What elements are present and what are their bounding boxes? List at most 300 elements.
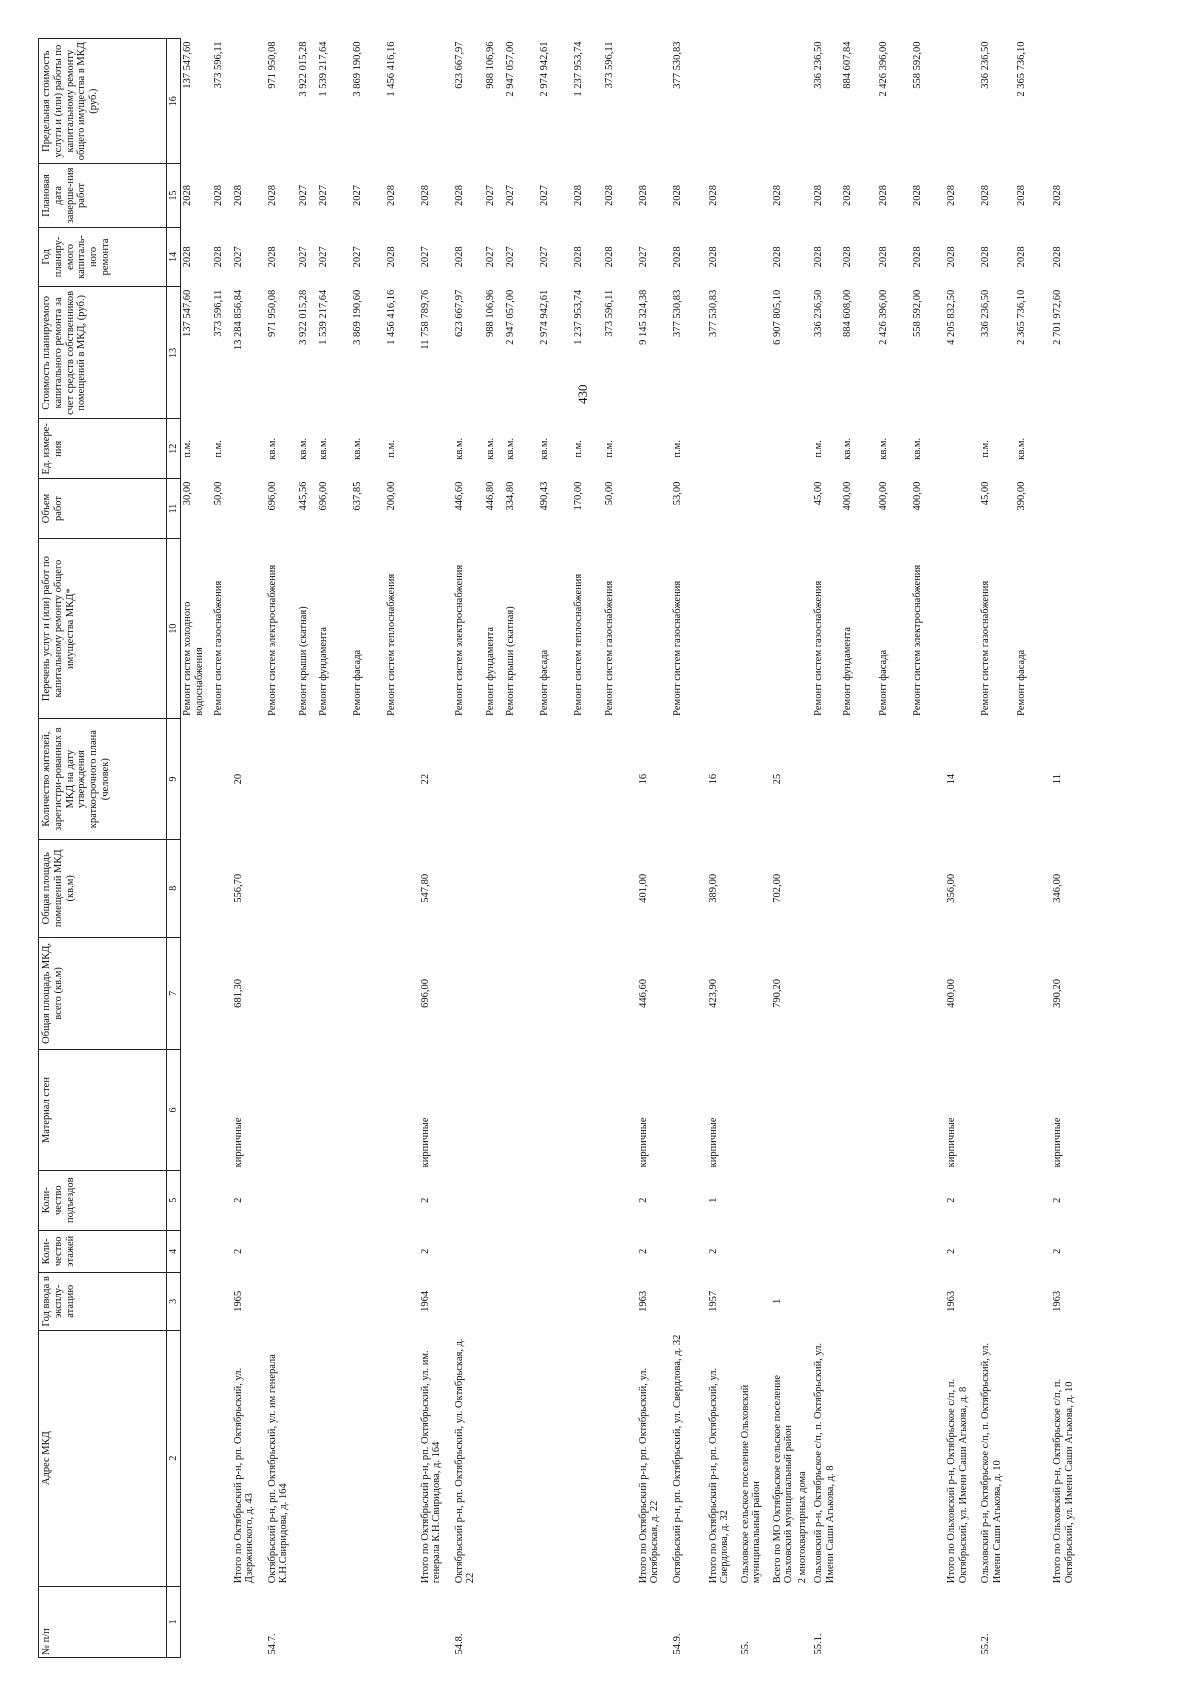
table-cell: Итого по Октябрьский р-н, рп. Октябрьский, ул. им. генерала К.Н.Свиридова, д. 164: [419, 1350, 443, 1584]
table-cell: кирпичные: [1052, 1117, 1064, 1168]
table-cell: 55.: [739, 1641, 751, 1655]
table-cell: [212, 1050, 232, 1171]
table-cell: [945, 1586, 979, 1657]
column-number: 15: [167, 164, 181, 227]
table-cell: [317, 719, 351, 840]
table-cell: [877, 937, 911, 1050]
table-cell: [841, 1050, 877, 1171]
table-cell: 50,00: [603, 481, 615, 506]
table-cell: 702,00: [771, 873, 783, 903]
table-cell: [181, 719, 212, 840]
table-cell: 2028: [842, 184, 854, 206]
table-cell: 334,80: [504, 481, 516, 511]
table-cell: [317, 1330, 351, 1586]
table-cell: [453, 1273, 484, 1330]
table-cell: [385, 1586, 419, 1657]
table-cell: [841, 1170, 877, 1230]
table-cell: [572, 937, 603, 1050]
table-cell: [572, 1230, 603, 1273]
table-cell: [739, 164, 771, 227]
table-cell: 2028: [385, 246, 397, 268]
table-cell: [351, 1050, 385, 1171]
header-cell: Количество жителей, зарегистри-рованных в МКД на дату утверждения краткосрочного плана (человек): [39, 719, 167, 840]
table-cell: [266, 1170, 297, 1230]
table-cell: [297, 839, 317, 937]
table-cell: 623 667,97: [453, 41, 465, 89]
table-row: [572, 39, 603, 1658]
table-cell: [419, 39, 453, 164]
header-cell: Плановая дата заверше-ния работ: [39, 164, 167, 227]
table-cell: 2028: [912, 246, 924, 268]
table-cell: [771, 479, 797, 539]
table-cell: [1015, 1273, 1051, 1330]
table-cell: [351, 1330, 385, 1586]
column-number: 14: [167, 227, 181, 287]
table-cell: 137 547,60: [182, 289, 194, 338]
table-cell: [538, 937, 572, 1050]
table-cell: [1051, 1586, 1084, 1657]
table-cell: 2 426 396,00: [878, 289, 890, 345]
table-cell: [484, 719, 504, 840]
header-cell: Общая площадь помещений МКД (кв.м): [39, 839, 167, 937]
table-cell: [739, 1050, 771, 1171]
table-cell: [841, 1273, 877, 1330]
table-cell: 2028: [980, 246, 992, 268]
table-cell: [317, 937, 351, 1050]
table-cell: [572, 1586, 603, 1657]
table-cell: [504, 1330, 538, 1586]
table-cell: [181, 1330, 212, 1586]
table-cell: [796, 419, 812, 479]
table-cell: 336 236,50: [980, 289, 992, 338]
table-row: [351, 39, 385, 1658]
table-cell: 2 многоквартирных дома: [797, 1471, 809, 1584]
column-number: 6: [167, 1050, 181, 1171]
table-cell: [979, 1170, 1015, 1230]
table-cell: 3 922 015,28: [297, 289, 309, 345]
table-cell: [911, 1330, 945, 1586]
table-cell: 2: [232, 1197, 244, 1203]
column-number: 9: [167, 719, 181, 840]
table-cell: кв.м.: [297, 437, 309, 460]
table-cell: кирпичные: [946, 1117, 958, 1168]
table-cell: [181, 937, 212, 1050]
table-cell: 971 950,08: [266, 41, 278, 89]
table-cell: 2028: [671, 246, 683, 268]
column-number: 10: [167, 538, 181, 718]
table-row: [796, 39, 812, 1658]
table-cell: [796, 39, 812, 164]
table-cell: 2028: [1016, 246, 1028, 268]
table-row: [671, 39, 707, 1658]
table-cell: 2027: [504, 246, 516, 268]
table-cell: [351, 719, 385, 840]
table-cell: 2028: [603, 184, 615, 206]
table-cell: 2: [637, 1197, 649, 1203]
table-cell: [877, 1230, 911, 1273]
table-cell: кв.м.: [453, 437, 465, 460]
table-cell: [1015, 1586, 1051, 1657]
table-cell: [385, 1273, 419, 1330]
table-row: [385, 39, 419, 1658]
table-cell: 336 236,50: [813, 289, 825, 338]
table-cell: 11 758 789,76: [419, 289, 431, 350]
table-cell: [796, 227, 812, 287]
table-cell: Ремонт систем газоснабжения: [212, 580, 224, 716]
table-cell: 377 530,83: [671, 289, 683, 338]
table-cell: 1957: [707, 1290, 719, 1312]
table-cell: [979, 719, 1015, 840]
table-cell: Ремонт фасада: [351, 649, 363, 716]
header-cell: Предельная стоимость услуги и (или) работы по капитальному ремонту общего имущества в МКД (руб.): [39, 39, 167, 164]
table-cell: Ремонт систем теплоснабжения: [572, 573, 584, 716]
table-cell: [739, 227, 771, 287]
table-cell: [297, 1230, 317, 1273]
table-cell: 696,00: [317, 481, 329, 511]
table-cell: 2028: [813, 184, 825, 206]
table-cell: [297, 1330, 317, 1586]
table-cell: 25: [771, 773, 783, 785]
table-cell: [212, 1273, 232, 1330]
table-cell: [603, 1330, 637, 1586]
table-cell: [1051, 538, 1084, 718]
table-cell: [297, 937, 317, 1050]
table-cell: 170,00: [572, 481, 584, 511]
table-cell: Ремонт крыши (скатная): [504, 606, 516, 716]
table-cell: Ремонт фундамента: [484, 627, 496, 716]
table-cell: [504, 1586, 538, 1657]
table-cell: [945, 479, 979, 539]
table-cell: [484, 937, 504, 1050]
table-cell: [796, 1230, 812, 1273]
table-cell: 2 974 942,61: [538, 289, 550, 345]
table-cell: [796, 719, 812, 840]
table-cell: 55.2.: [980, 1633, 992, 1655]
table-cell: [603, 1050, 637, 1171]
table-cell: Ремонт фундамента: [317, 627, 329, 716]
table-cell: Ремонт систем газоснабжения: [980, 580, 992, 716]
table-cell: [419, 479, 453, 539]
table-row: [453, 39, 484, 1658]
table-cell: 637,85: [351, 481, 363, 511]
table-cell: [979, 839, 1015, 937]
table-cell: 336 236,50: [980, 41, 992, 89]
table-cell: [538, 839, 572, 937]
table-cell: 1: [771, 1298, 783, 1304]
table-row: [877, 39, 911, 1658]
table-cell: [1015, 1050, 1051, 1171]
table-cell: [317, 1230, 351, 1273]
table-cell: [796, 164, 812, 227]
table-cell: 54.7.: [266, 1633, 278, 1655]
table-cell: [212, 937, 232, 1050]
table-cell: [212, 1170, 232, 1230]
table-cell: 50,00: [212, 481, 224, 506]
table-cell: [841, 1230, 877, 1273]
table-cell: [707, 479, 739, 539]
table-cell: [351, 839, 385, 937]
table-cell: кв.м.: [351, 437, 363, 460]
table-cell: 1963: [1052, 1290, 1064, 1312]
table-cell: [538, 1330, 572, 1586]
table-cell: 2028: [771, 246, 783, 268]
table-cell: п.м.: [385, 440, 397, 458]
table-cell: 55.1.: [813, 1633, 825, 1655]
table-cell: [212, 839, 232, 937]
table-cell: [1015, 1230, 1051, 1273]
table-cell: [504, 1273, 538, 1330]
column-number: 8: [167, 839, 181, 937]
table-body: [181, 39, 1085, 1658]
table-cell: Ремонт систем газоснабжения: [813, 580, 825, 716]
table-cell: [484, 1170, 504, 1230]
table-row: [707, 39, 739, 1658]
table-cell: [385, 937, 419, 1050]
table-cell: Ольховское сельское поселение Ольховский муниципальный район: [739, 1384, 763, 1584]
column-number: 12: [167, 419, 181, 479]
table-cell: [351, 1170, 385, 1230]
table-cell: [297, 1586, 317, 1657]
table-cell: [771, 1230, 797, 1273]
table-cell: [181, 1170, 212, 1230]
table-cell: 2027: [637, 246, 649, 268]
table-cell: [266, 1050, 297, 1171]
table-cell: [603, 1230, 637, 1273]
table-cell: [419, 419, 453, 479]
table-cell: [841, 719, 877, 840]
table-cell: 377 530,83: [671, 41, 683, 89]
table-cell: Ремонт систем электроснабжения: [453, 564, 465, 716]
table-cell: 2028: [878, 246, 890, 268]
table-cell: Ремонт систем электроснабжения: [266, 564, 278, 716]
table-row: [841, 39, 877, 1658]
table-row: [232, 39, 266, 1658]
table-cell: 390,20: [1052, 978, 1064, 1008]
table-cell: [181, 1230, 212, 1273]
table-cell: [771, 538, 797, 718]
table-cell: [538, 1170, 572, 1230]
table-cell: 2027: [351, 184, 363, 206]
table-head: [39, 39, 181, 1658]
table-cell: [603, 1170, 637, 1230]
page-number-text: 430: [575, 384, 590, 404]
table-cell: 490,43: [538, 481, 550, 511]
table-cell: [739, 419, 771, 479]
table-cell: [707, 39, 739, 164]
table-cell: [266, 839, 297, 937]
table-cell: кирпичные: [707, 1117, 719, 1168]
table-cell: п.м.: [813, 440, 825, 458]
header-cell: Перечень услуг и (или) работ по капитальному ремонту общего имущества МКД*: [39, 538, 167, 718]
table-row: [181, 39, 212, 1658]
table-cell: Итого по Ольховский р-н, Октябрьское с/п, п. Октябрьский, ул. Имени Саши Агькова, д. 10: [1052, 1378, 1075, 1584]
table-cell: [572, 719, 603, 840]
table-cell: Ольховский р-н, Октябрьское с/п, п. Октябрьский, ул. Имени Саши Агькова, д. 10: [980, 1342, 1003, 1584]
table-cell: [453, 839, 484, 937]
table-cell: [911, 1170, 945, 1230]
table-cell: 547,80: [419, 873, 431, 903]
table-cell: [572, 1170, 603, 1230]
column-number: 5: [167, 1170, 181, 1230]
table-cell: [796, 1586, 812, 1657]
table-cell: 45,00: [980, 481, 992, 506]
table-cell: 2 974 942,61: [538, 41, 550, 97]
table-cell: 1: [707, 1197, 719, 1203]
table-cell: 11: [1052, 774, 1064, 785]
table-cell: 2028: [266, 184, 278, 206]
table-cell: Итого по Октябрьский р-н, рп. Октябрьский, ул. Дзержинского, д. 43: [232, 1367, 256, 1584]
table-cell: [637, 1586, 671, 1657]
table-cell: [771, 39, 797, 164]
header-cell: Коли-чество подъездов: [39, 1170, 167, 1230]
table-cell: [419, 538, 453, 718]
table-cell: 400,00: [912, 481, 924, 511]
table-cell: [911, 1230, 945, 1273]
table-cell: [572, 1050, 603, 1171]
table-cell: кв.м.: [1016, 437, 1028, 460]
table-cell: 346,00: [1052, 873, 1064, 903]
table-cell: [538, 1050, 572, 1171]
table-cell: 2028: [1052, 246, 1064, 268]
table-row: [1015, 39, 1051, 1658]
table-cell: Всего по МО Октябрьское сельское поселение Ольховский муниципальный район: [771, 1375, 795, 1584]
table-cell: [771, 1050, 797, 1171]
table-cell: п.м.: [603, 440, 615, 458]
table-cell: [739, 479, 771, 539]
table-cell: кв.м.: [878, 437, 890, 460]
table-cell: [796, 1170, 812, 1230]
table-cell: 2027: [419, 246, 431, 268]
table-cell: [603, 1586, 637, 1657]
table-cell: кирпичные: [232, 1117, 244, 1168]
table-cell: [232, 538, 266, 718]
table-cell: [385, 839, 419, 937]
table-cell: [504, 1230, 538, 1273]
table-cell: [739, 39, 771, 164]
table-row: [739, 39, 771, 1658]
table-cell: [572, 1273, 603, 1330]
column-number: 16: [167, 39, 181, 164]
table-cell: 2: [637, 1248, 649, 1254]
table-cell: [671, 1230, 707, 1273]
table-cell: [796, 538, 812, 718]
table-cell: 373 596,11: [603, 41, 615, 89]
table-cell: 390,00: [1016, 481, 1028, 511]
table-cell: 2028: [912, 184, 924, 206]
table-cell: [572, 839, 603, 937]
table-cell: 20: [232, 773, 244, 785]
table-cell: [771, 419, 797, 479]
table-cell: 2: [232, 1248, 244, 1254]
table-cell: [181, 1586, 212, 1657]
table-cell: 2028: [878, 184, 890, 206]
table-cell: [911, 937, 945, 1050]
table-cell: 1 456 416,16: [385, 41, 397, 97]
table-cell: 884 608,00: [842, 289, 854, 338]
table-cell: [504, 937, 538, 1050]
table-cell: кирпичные: [419, 1117, 431, 1168]
table-cell: [841, 839, 877, 937]
table-cell: 30,00: [182, 481, 194, 506]
table-cell: 1 456 416,16: [385, 289, 397, 345]
table-cell: 2028: [671, 184, 683, 206]
table-cell: 389,00: [707, 873, 719, 903]
header-cell: Общая площадь МКД, всего (кв.м): [39, 937, 167, 1050]
table-cell: [877, 1273, 911, 1330]
table-cell: Итого по Октябрьский р-н, рп. Октябрьский, ул. Октябрьская, д. 22: [637, 1367, 661, 1584]
table-cell: 696,00: [266, 481, 278, 511]
table-cell: [739, 287, 771, 419]
table-cell: [739, 719, 771, 840]
table-cell: 2028: [232, 184, 244, 206]
table-cell: [453, 1230, 484, 1273]
table-cell: 1 539 217,64: [317, 41, 329, 97]
table-cell: [484, 1273, 504, 1330]
table-cell: Ремонт систем газоснабжения: [671, 580, 683, 716]
table-cell: [232, 479, 266, 539]
table-cell: [538, 1230, 572, 1273]
table-cell: кв.м.: [504, 437, 516, 460]
table-cell: 16: [707, 773, 719, 785]
table-cell: [419, 1586, 453, 1657]
table-cell: [796, 479, 812, 539]
table-cell: 556,70: [232, 873, 244, 903]
table-cell: [1051, 39, 1084, 164]
table-cell: [812, 1230, 841, 1273]
table-cell: 696,00: [419, 978, 431, 1008]
table-row: [603, 39, 637, 1658]
table-cell: 2 947 057,00: [504, 41, 516, 97]
table-cell: п.м.: [182, 440, 194, 458]
header-cell: Стоимость планируемого капитального ремонта за счет средств собственников помещений в МКД, (руб.): [39, 287, 167, 419]
table-cell: Итого по Октябрьский р-н, рп. Октябрьский, ул. Свердлова, д. 32: [707, 1367, 731, 1584]
table-cell: 2028: [453, 184, 465, 206]
table-cell: [812, 719, 841, 840]
table-cell: [796, 937, 812, 1050]
table-cell: [877, 1586, 911, 1657]
table-cell: [707, 1586, 739, 1657]
table-cell: 2027: [297, 246, 309, 268]
table-cell: [453, 719, 484, 840]
table-cell: 14: [946, 773, 958, 785]
table-cell: 2: [419, 1248, 431, 1254]
header-cell: № п/п: [39, 1586, 167, 1657]
table-cell: [504, 1050, 538, 1171]
table-row: [945, 39, 979, 1658]
table-cell: 2028: [266, 246, 278, 268]
table-cell: [911, 1273, 945, 1330]
table-cell: [484, 839, 504, 937]
table-cell: Ремонт систем электроснабжения: [912, 564, 924, 716]
table-cell: 356,00: [946, 873, 958, 903]
table-cell: [504, 839, 538, 937]
table-cell: [181, 839, 212, 937]
table-cell: [739, 1230, 771, 1273]
column-number: 1: [167, 1586, 181, 1657]
table-cell: 423,90: [707, 978, 719, 1008]
table-cell: [504, 719, 538, 840]
table-cell: [385, 1230, 419, 1273]
table-cell: 2028: [771, 184, 783, 206]
table-cell: Ремонт крыши (скатная): [297, 606, 309, 716]
table-row: [911, 39, 945, 1658]
table-cell: [297, 1170, 317, 1230]
header-cell: Год ввода в эксплу-атацию: [39, 1273, 167, 1330]
table-cell: [603, 1273, 637, 1330]
table-cell: [812, 839, 841, 937]
table-cell: [637, 479, 671, 539]
table-cell: 2027: [504, 184, 516, 206]
